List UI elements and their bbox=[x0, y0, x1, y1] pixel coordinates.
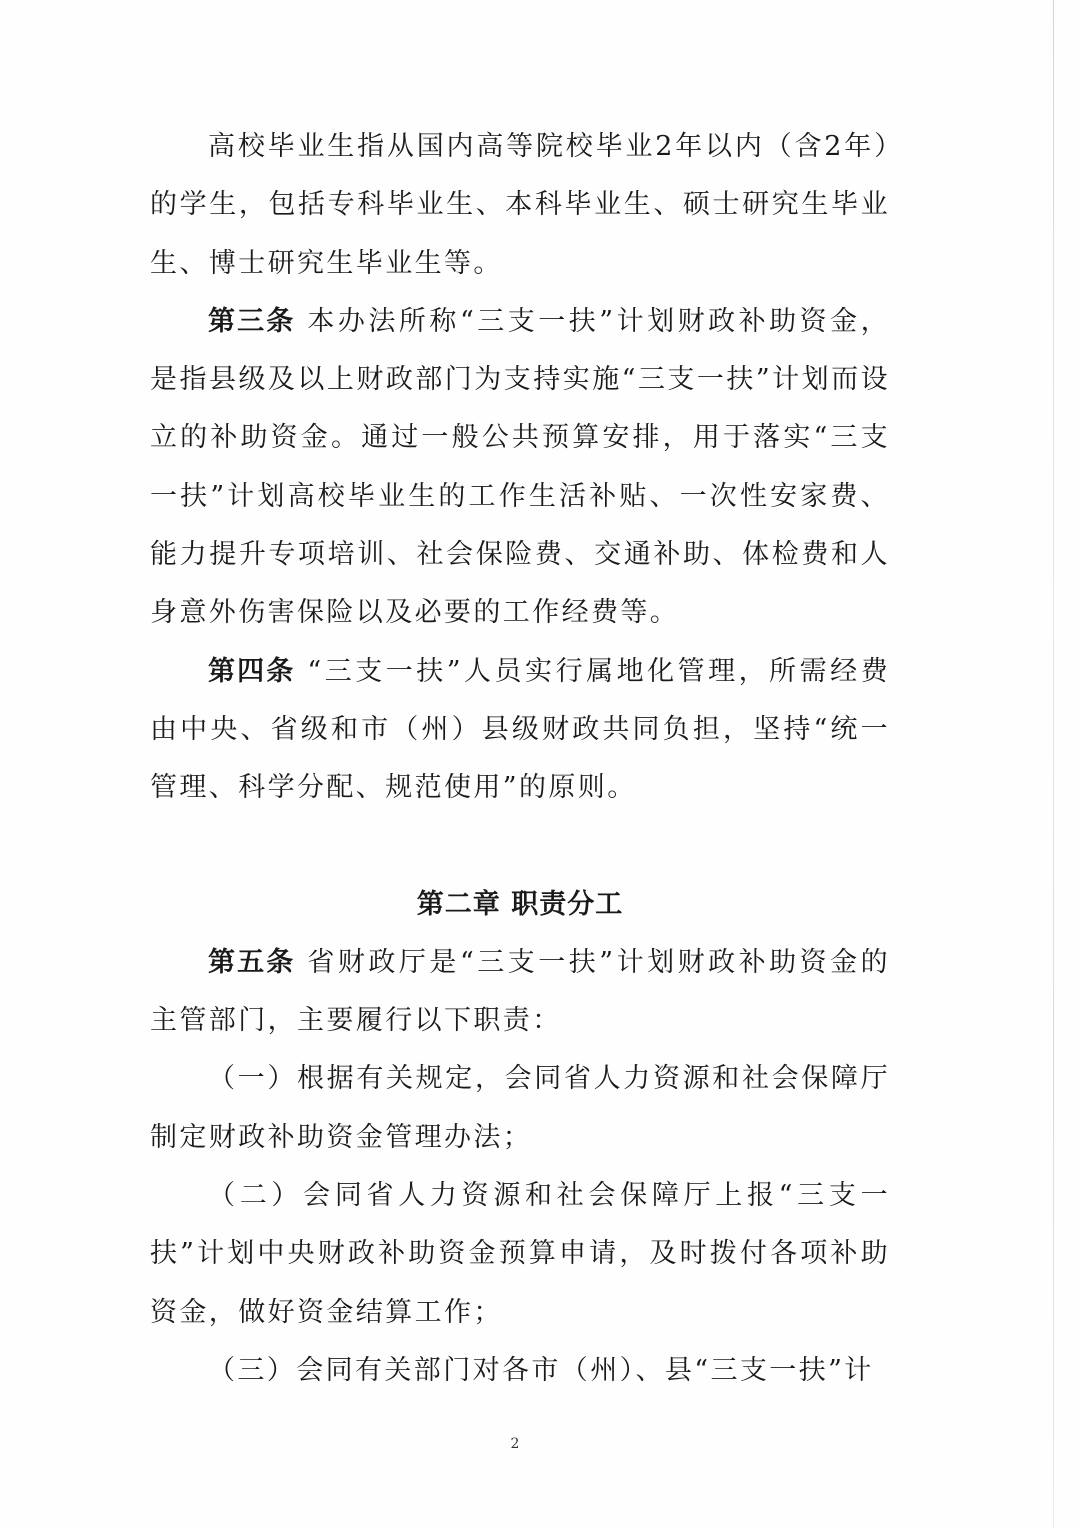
article-3 bbox=[150, 293, 890, 643]
duty-item-1 bbox=[150, 1050, 890, 1167]
duty-text: （三）会同有关部门对各市（州）、县“三支一扶”计 bbox=[208, 1354, 874, 1386]
article-5 bbox=[150, 934, 890, 1051]
article-text: “三支一扶”人员实行属地化管理，所需经费由中央、省级和市（州）县级财政共同负担，坚持“统一管理、科学分配、规范使用”的原则。 bbox=[150, 655, 891, 804]
paragraph-text: 高校毕业生指从国内高等院校毕业2年以内（含2年）的学生，包括专科毕业生、本科毕业生、硕士研究生毕业生、博士研究生毕业生等。 bbox=[150, 131, 890, 279]
article-text: 省财政厅是“三支一扶”计划财政补助资金的主管部门，主要履行以下职责： bbox=[150, 946, 891, 1037]
duty-text: （一）根据有关规定，会同省人力资源和社会保障厅制定财政补助资金管理办法； bbox=[150, 1063, 890, 1153]
chapter-spacer bbox=[150, 818, 890, 876]
article-label: 第五条 bbox=[208, 946, 296, 978]
chapter-title: 第二章 职责分工 bbox=[416, 888, 624, 920]
duty-item-3 bbox=[150, 1342, 890, 1400]
article-label: 第三条 bbox=[208, 305, 296, 337]
duty-item-2 bbox=[150, 1167, 890, 1342]
duty-text: （二）会同省人力资源和社会保障厅上报“三支一扶”计划中央财政补助资金预算申请，及时拨付各项补助资金，做好资金结算工作； bbox=[150, 1180, 890, 1328]
paragraph-graduate-definition bbox=[150, 118, 890, 293]
article-4 bbox=[150, 643, 890, 818]
article-text: 本办法所称“三支一扶”计划财政补助资金，是指县级及以上财政部门为支持实施“三支一扶”计划而设立的补助资金。通过一般公共预算安排，用于落实“三支一扶”计划高校毕业生的工作生活补贴、一次性安家费、能力提升专项培训、社会保险费、交通补助、体检费和人身意外伤害保险以及必要的工作经费等。 bbox=[150, 305, 891, 629]
page-number: 2 bbox=[510, 1436, 520, 1452]
scan-edge-line bbox=[1053, 0, 1054, 1528]
article-label: 第四条 bbox=[208, 655, 296, 687]
document-body bbox=[150, 118, 890, 1400]
